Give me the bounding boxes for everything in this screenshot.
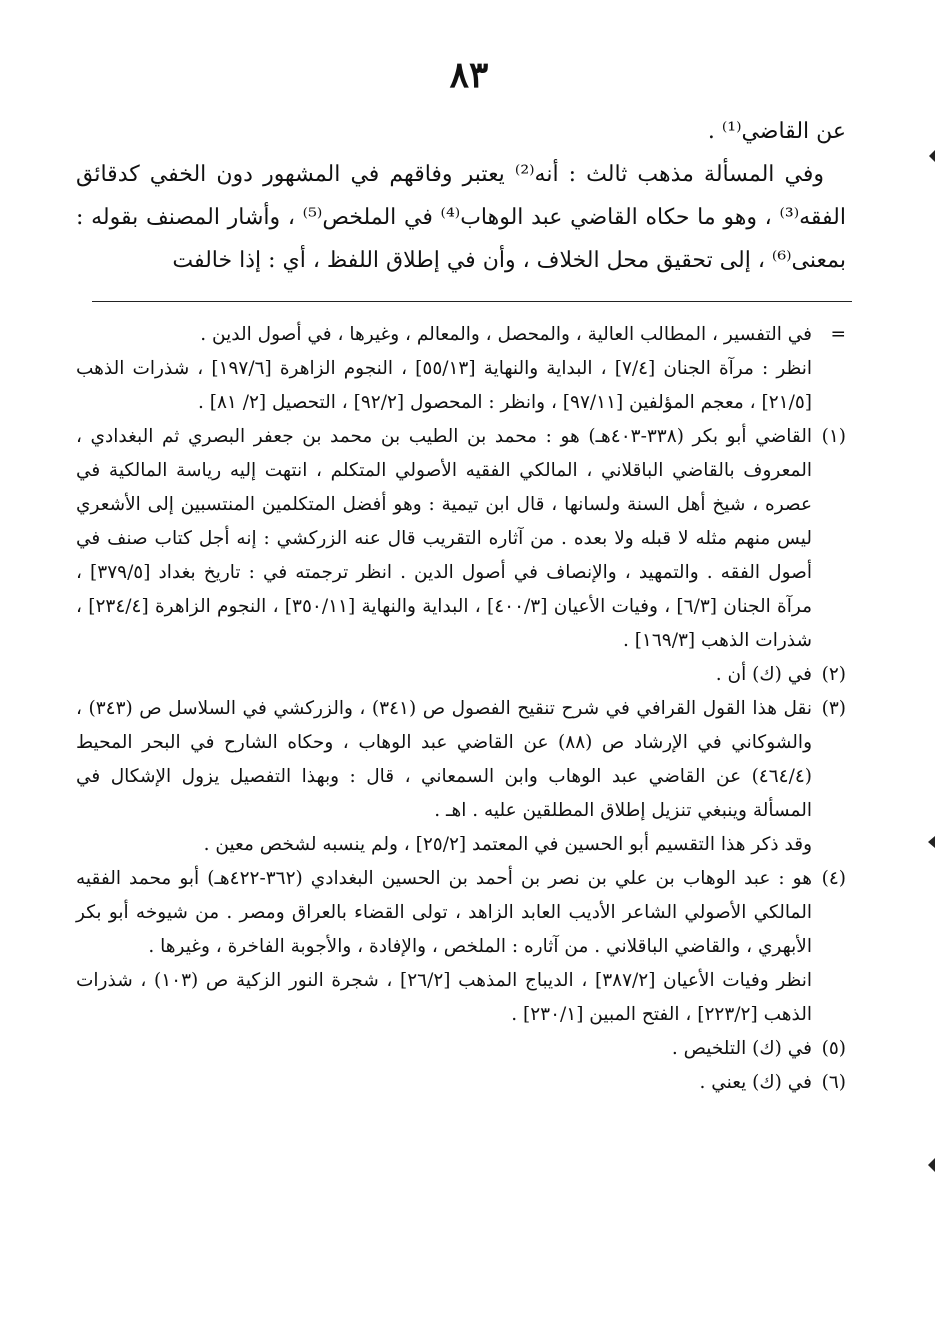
footnote-text: في (ك) أن . <box>715 664 812 685</box>
main-text <box>76 110 846 282</box>
footnote-number: (٥) <box>821 1038 846 1059</box>
footnote-number: (٦) <box>821 1072 846 1093</box>
footnote-1 <box>76 420 846 658</box>
footnote-3 <box>76 692 846 862</box>
footnote-text: وقد ذكر هذا التقسيم أبو الحسين في المعتمد [٢٥/٢] ، ولم ينسبه لشخص معين . <box>203 834 812 855</box>
footnote-separator <box>92 301 852 302</box>
footnote-text: نقل هذا القول القرافي في شرح تنقيح الفصول ص (٣٤١) ، والزركشي في السلاسل ص (٣٤٣) ، والشوكاني في الإرشاد ص (٨٨) عن القاضي عبد الوهاب ، وحكاه الشارح في البحر المحيط (٤٦٤/٤) عن القاضي عبد الوهاب وابن السمعاني ، قال : وبهذا التفصيل يزول الإشكال في المسألة وينبغي تنزيل إطلاق المطلقين عليه . اهـ . <box>76 698 813 821</box>
footnote-number: (٢) <box>821 664 846 685</box>
footnote-number: (٣) <box>821 698 846 719</box>
main-paragraph: وفي المسألة مذهب ثالث : أنه⁽²⁾ يعتبر وفاقهم في المشهور دون الخفي كدقائق الفقه⁽³⁾ ، وهو ما حكاه القاضي عبد الوهاب⁽⁴⁾ في الملخص⁽⁵⁾ ، وأشار المصنف بقوله : بمعنى⁽⁶⁾ ، إلى تحقيق محل الخلاف ، وأن في إطلاق اللفظ ، أي : إذا خالفت <box>76 162 846 273</box>
footnote-text: القاضي أبو بكر (٣٣٨-٤٠٣هـ) هو : محمد بن الطيب بن محمد بن جعفر البصري ثم البغدادي ، المعروف بالقاضي الباقلاني ، المالكي الفقيه الأصولي المتكلم ، انتهت إليه رياسة المالكية في عصره ، شيخ أهل السنة ولسانها ، قال ابن تيمية : وهو أفضل المتكلمين المنتسبين إلى الأشعري ليس منهم مثله لا قبله ولا بعده . من آثاره التقريب قال عنه الزركشي : إنه أجل كتاب صنف في أصول الفقه . والتمهيد ، والإنصاف في أصول الدين . انظر ترجمته في : تاريخ بغداد [٣٧٩/٥] ، مرآة الجنان [٦/٣] ، وفيات الأعيان [٤٠٠/٣] ، البداية والنهاية [٣٥٠/١١] ، النجوم الزاهرة [٢٣٤/٤] ، شذرات الذهب [١٦٩/٣] . <box>76 426 812 651</box>
continuation-marker: = <box>830 324 846 345</box>
footnote-text: في (ك) التلخيص . <box>671 1038 812 1059</box>
page-number: ٨٣ <box>449 54 489 96</box>
footnotes <box>76 318 846 1100</box>
footnote-6 <box>76 1066 846 1100</box>
main-line-1: عن القاضي⁽¹⁾ . <box>707 119 846 144</box>
scan-edge-mark <box>929 150 935 162</box>
footnote-number: (٤) <box>821 868 846 889</box>
continuation-line-2: انظر : مرآة الجنان [٧/٤] ، البداية والنهاية [٥٥/١٣] ، النجوم الزاهرة [١٩٧/٦] ، شذرات الذهب [٢١/٥] ، معجم المؤلفين [٩٧/١١] ، وانظر : المحصول [٩٢/٢] ، التحصيل [٢/ ٨١] . <box>76 358 812 413</box>
footnote-text: هو : عبد الوهاب بن علي بن نصر بن أحمد بن الحسين البغدادي (٣٦٢-٤٢٢هـ) أبو محمد الفقيه المالكي الأصولي الشاعر الأديب العابد الزاهد ، تولى القضاء بالعراق ومصر . من شيوخه أبو بكر الأبهري ، والقاضي الباقلاني . من آثاره : الملخص ، والإفادة ، والأجوبة الفاخرة ، وغيرها . <box>76 868 812 957</box>
footnote-5 <box>76 1032 846 1066</box>
footnote-text: انظر وفيات الأعيان [٣٨٧/٢] ، الديباج المذهب [٢٦/٢] ، شجرة النور الزكية ص (١٠٣) ، شذرات الذهب [٢٢٣/٢] ، الفتح المبين [٢٣٠/١] . <box>76 970 812 1025</box>
continuation-line-1: في التفسير ، المطالب العالية ، والمحصل ، والمعالم ، وغيرها ، في أصول الدين . <box>200 324 812 345</box>
footnote-text: في (ك) يعني . <box>699 1072 812 1093</box>
footnote-continuation <box>76 318 846 420</box>
footnote-number: (١) <box>821 426 846 447</box>
scan-edge-mark <box>928 836 935 848</box>
scan-edge-mark <box>928 1158 935 1172</box>
footnote-4 <box>76 862 846 1032</box>
footnote-2 <box>76 658 846 692</box>
